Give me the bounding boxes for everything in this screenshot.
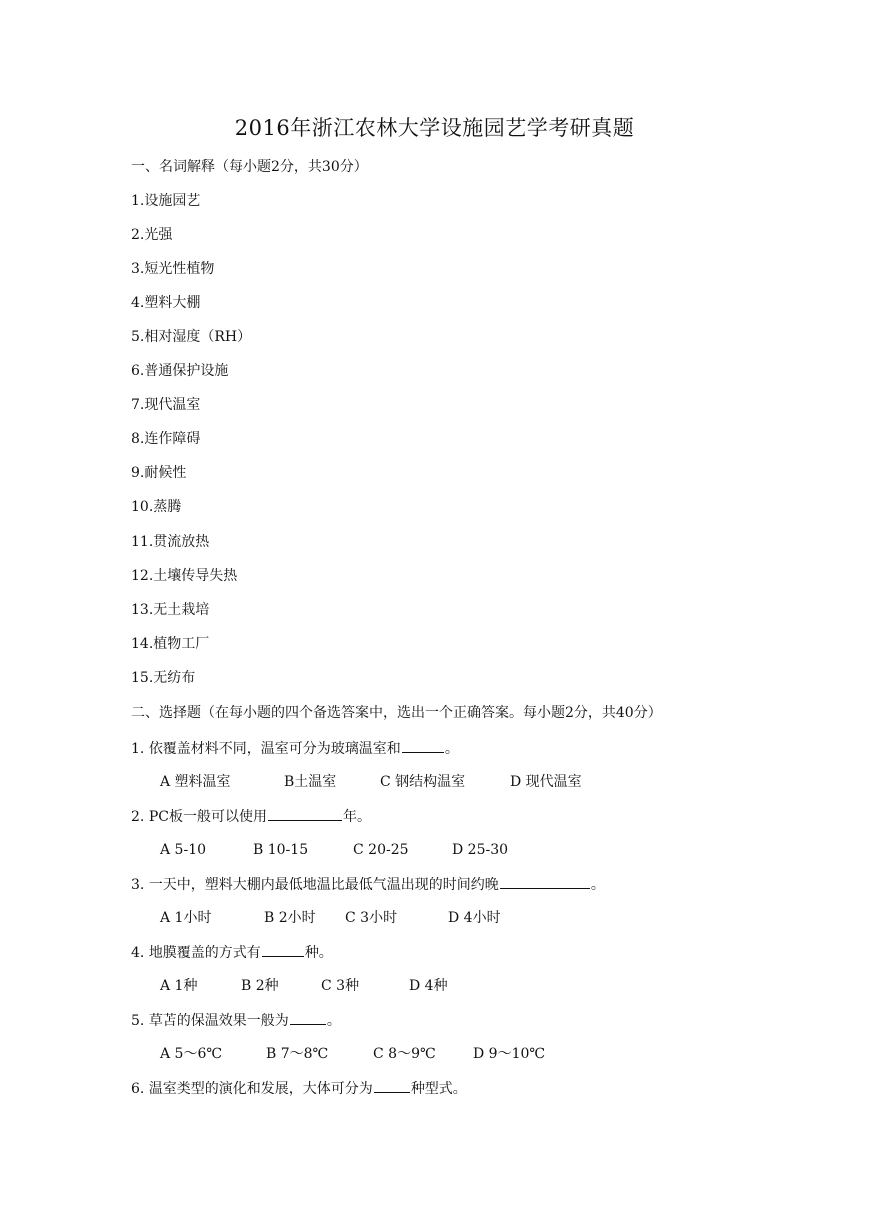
option-d: D 25-30 [452,842,509,858]
question-stem [131,806,371,827]
question-text-end: 年。 [342,809,371,825]
question-text: 温室类型的演化和发展，大体可分为 [148,1081,373,1097]
term-item: 5.相对湿度（RH） [131,329,252,345]
option-c: C 8～9℃ [373,1046,436,1062]
option-a: A 1小时 [160,910,212,926]
option-d: D 9～10℃ [473,1046,546,1062]
option-a: A 5-10 [160,842,207,858]
question-number: 3. [131,877,145,893]
question-number: 5. [131,1013,145,1029]
question-text: 草苫的保温效果一般为 [148,1013,289,1029]
option-b: B 2种 [241,978,279,994]
term-item: 6.普通保护设施 [131,363,229,379]
option-b: B 10-15 [253,842,309,858]
option-a: A 1种 [160,978,198,994]
term-item: 12.土壤传导失热 [131,568,238,584]
answer-blank [374,1078,410,1093]
question-text-end: 。 [444,741,459,757]
option-d: D 现代温室 [510,774,582,790]
option-a: A 塑料温室 [160,774,231,790]
question-text: PC板一般可以使用 [148,809,267,825]
term-item: 8.连作障碍 [131,431,201,447]
question-stem [131,874,605,895]
section-heading-definitions: 一、名词解释（每小题2分，共30分） [131,159,368,175]
option-d: D 4种 [409,978,448,994]
option-c: C 3种 [321,978,360,994]
option-b: B 7～8℃ [266,1046,329,1062]
question-stem [131,1010,341,1031]
option-c: C 20-25 [353,842,409,858]
option-c: C 3小时 [345,910,398,926]
term-item: 7.现代温室 [131,397,201,413]
option-b: B 2小时 [264,910,316,926]
option-b: B土温室 [284,774,337,790]
question-stem [131,942,333,963]
question-text-end: 。 [326,1013,341,1029]
answer-blank [262,942,304,957]
term-item: 9.耐候性 [131,465,187,481]
question-text: 依覆盖材料不同，温室可分为玻璃温室和 [148,741,401,757]
question-text: 一天中，塑料大棚内最低地温比最低气温出现的时间约晚 [148,877,499,893]
question-text: 地膜覆盖的方式有 [148,945,261,961]
answer-blank [500,874,590,889]
term-item: 15.无纺布 [131,670,196,686]
term-item: 13.无土栽培 [131,602,210,618]
term-item: 10.蒸腾 [131,499,182,515]
question-text-end: 。 [590,877,605,893]
section-heading-choice: 二、选择题（在每小题的四个备选答案中，选出一个正确答案。每小题2分，共40分） [131,705,662,721]
answer-blank [290,1010,326,1025]
answer-blank [268,806,342,821]
term-item: 11.贯流放热 [131,534,210,550]
question-number: 2. [131,809,145,825]
option-d: D 4小时 [448,910,501,926]
question-number: 1. [131,741,145,757]
question-stem [131,738,459,759]
question-stem [131,1078,467,1099]
question-number: 4. [131,945,145,961]
term-item: 4.塑料大棚 [131,295,201,311]
term-item: 3.短光性植物 [131,261,215,277]
term-item: 1.设施园艺 [131,193,201,209]
option-c: C 钢结构温室 [380,774,466,790]
term-item: 14.植物工厂 [131,636,210,652]
question-text-end: 种。 [304,945,333,961]
question-text-end: 种型式。 [410,1081,467,1097]
option-a: A 5～6℃ [160,1046,223,1062]
term-item: 2.光强 [131,227,173,243]
page-title: 2016年浙江农林大学设施园艺学考研真题 [234,116,635,140]
question-number: 6. [131,1081,145,1097]
answer-blank [402,738,444,753]
